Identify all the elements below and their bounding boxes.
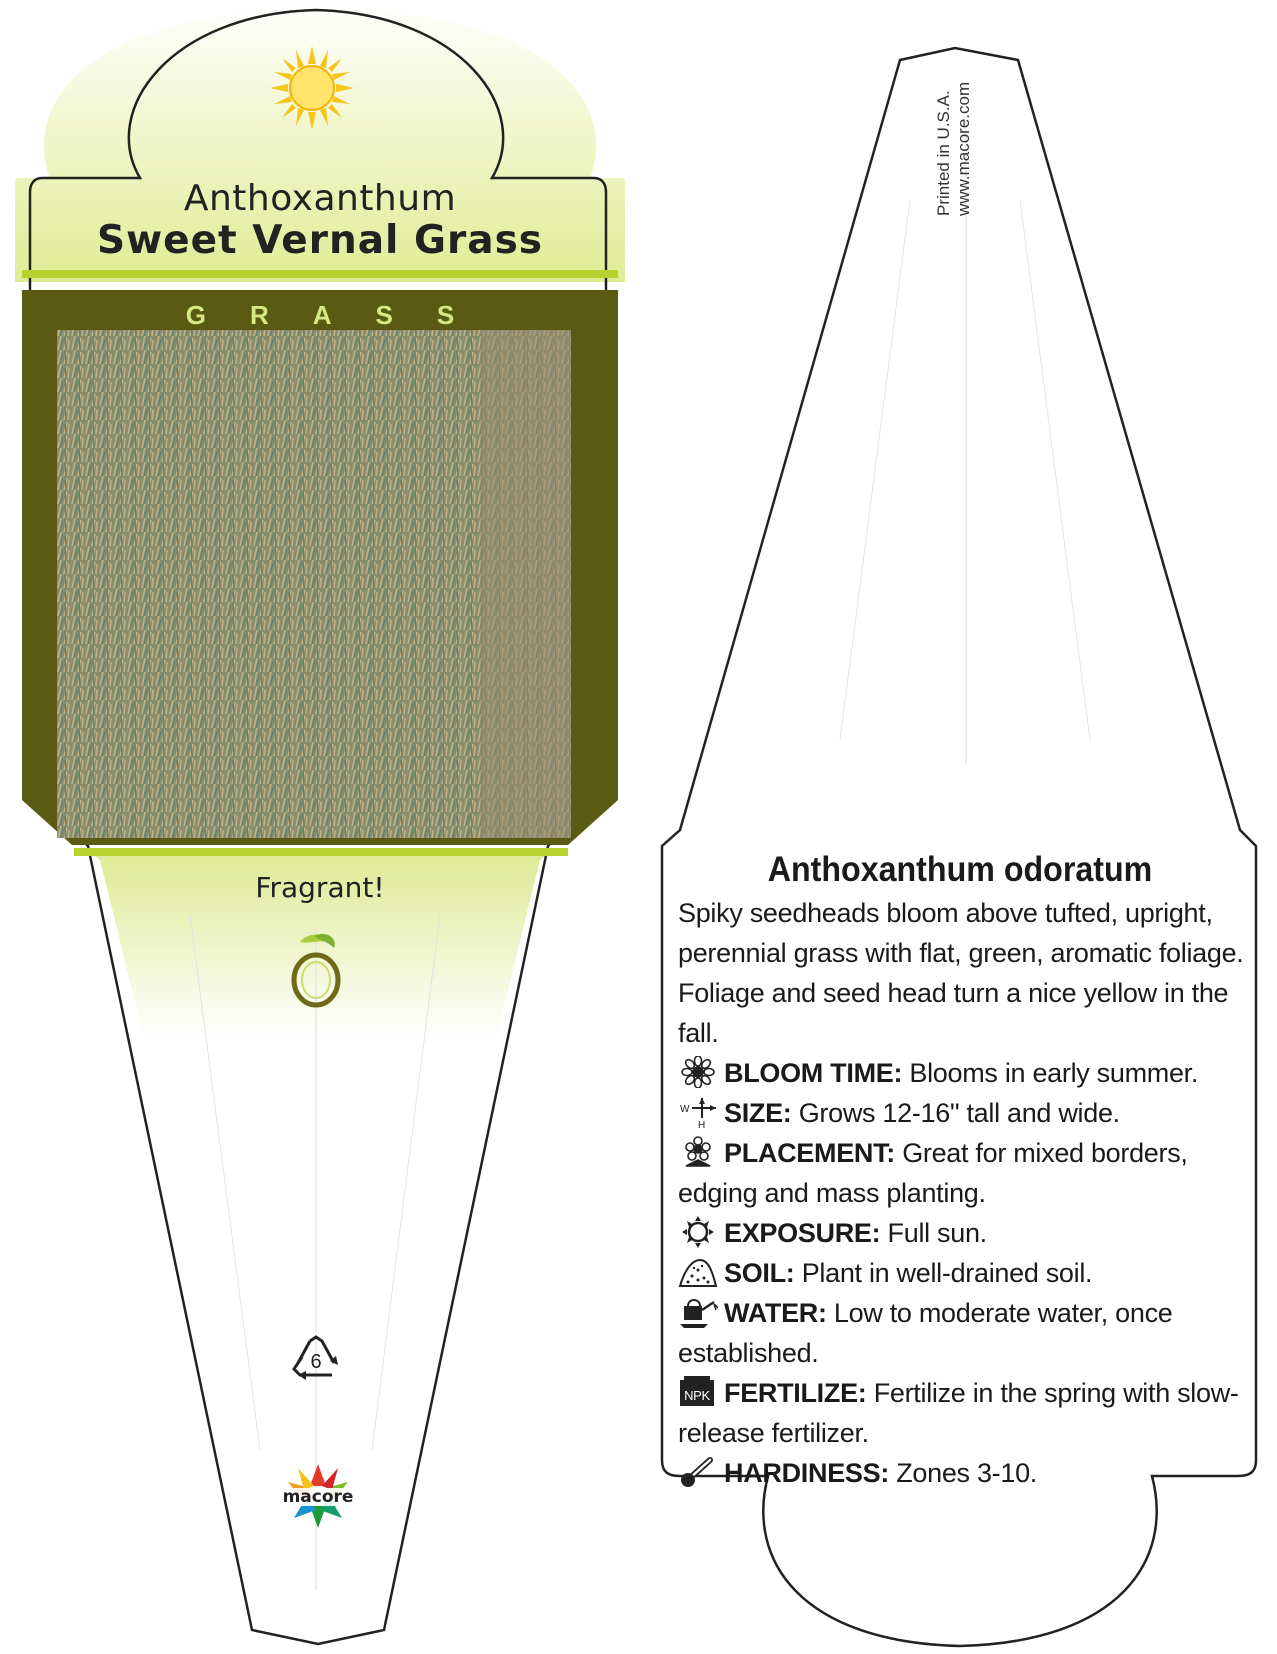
care-info [678, 893, 1268, 1493]
attr-size: W H SIZE: Grows 12-16" tall and wide. [678, 1093, 1268, 1133]
svg-text:W: W [680, 1104, 690, 1115]
attr-placement: PLACEMENT: Great for mixed borders, edging and mass planting. [678, 1138, 1188, 1208]
common-name: Sweet Vernal Grass [97, 218, 543, 263]
description: Spiky seedheads bloom above tufted, upright, perennial grass with flat, green, aromatic foliage. Foliage and seed head turn a nice yellow in the fall. [678, 898, 1244, 1048]
attr-exposure: EXPOSURE: Full sun. [678, 1213, 1268, 1253]
npk-icon [678, 1376, 718, 1408]
size-arrows-icon [678, 1096, 718, 1128]
attr-water: WATER: Low to moderate water, once established. [678, 1298, 1173, 1368]
attr-soil: SOIL: Plant in well-drained soil. [678, 1253, 1268, 1293]
print-info [934, 48, 974, 228]
printed-text: Printed in U.S.A. [934, 90, 953, 216]
recycle-code: 6 [310, 1351, 322, 1373]
attr-bloom-time: BLOOM TIME: Blooms in early summer. [678, 1053, 1268, 1093]
feature-label: Fragrant! [255, 871, 385, 904]
thermometer-icon [678, 1456, 718, 1488]
placement-flower-icon [678, 1136, 718, 1168]
website-text: www.macore.com [954, 81, 973, 216]
soil-pile-icon [678, 1256, 718, 1288]
category-label: GRASS [185, 300, 499, 330]
macore-logo [268, 1462, 368, 1532]
flower-icon [678, 1056, 718, 1088]
attr-hardiness: HARDINESS: Zones 3-10. [678, 1453, 1268, 1493]
recycle-6-icon [288, 1335, 344, 1385]
fragrance-icon [286, 932, 346, 1008]
svg-text:NPK: NPK [684, 1388, 710, 1403]
sun-icon [270, 46, 354, 130]
watering-can-icon [678, 1296, 718, 1328]
attr-fertilize: NPK FERTILIZE: Fertilize in the spring with slow-release fertilizer. [678, 1378, 1239, 1448]
sun-outline-icon [678, 1216, 718, 1248]
genus-name: Anthoxanthum [183, 178, 457, 219]
botanical-name: Anthoxanthum odoratum [767, 850, 1153, 889]
brand-name: macore [282, 1487, 354, 1507]
svg-text:H: H [698, 1120, 705, 1128]
